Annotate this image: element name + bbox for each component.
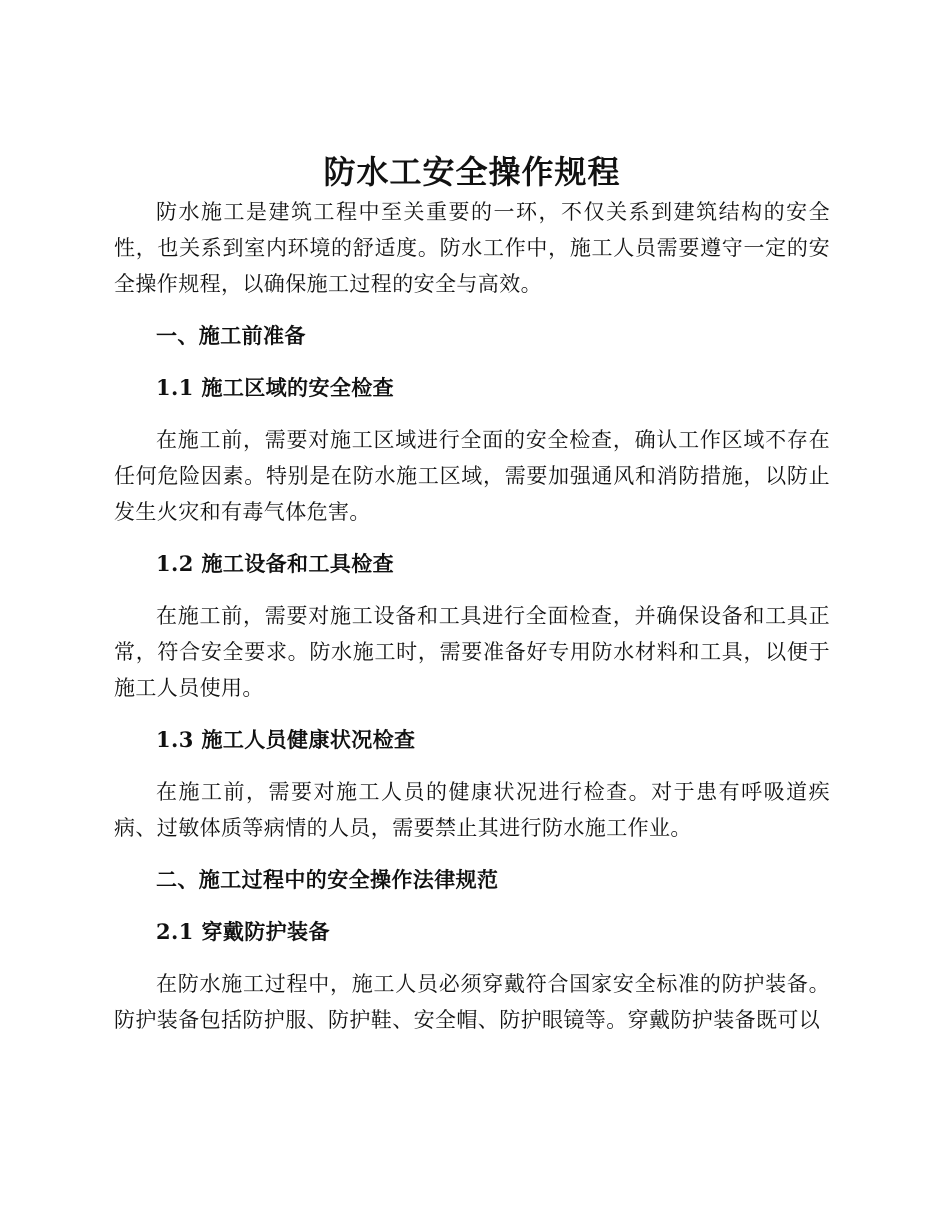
subsection-2-1-body: 在防水施工过程中，施工人员必须穿戴符合国家安全标准的防护装备。防护装备包括防护服、防护鞋、安全帽、防护眼镜等。穿戴防护装备既可以 xyxy=(114,972,830,1032)
subsection-1-3-heading: 1.3 施工人员健康状况检查 xyxy=(156,727,416,752)
subsection-1-1-body: 在施工前，需要对施工区域进行全面的安全检查，确认工作区域不存在任何危险因素。特别是在防水施工区域，需要加强通风和消防措施，以防止发生火灾和有毒气体危害。 xyxy=(114,428,830,524)
section-1-heading: 一、施工前准备 xyxy=(156,323,306,348)
document-body xyxy=(114,150,830,1038)
section-2-heading: 二、施工过程中的安全操作法律规范 xyxy=(156,867,499,892)
subsection-2-1-heading: 2.1 穿戴防护装备 xyxy=(156,919,330,944)
document-title: 防水工安全操作规程 xyxy=(323,153,621,191)
subsection-1-2-body: 在施工前，需要对施工设备和工具进行全面检查，并确保设备和工具正常，符合安全要求。防水施工时，需要准备好专用防水材料和工具，以便于施工人员使用。 xyxy=(114,604,830,700)
subsection-1-3-body: 在施工前，需要对施工人员的健康状况进行检查。对于患有呼吸道疾病、过敏体质等病情的人员，需要禁止其进行防水施工作业。 xyxy=(114,780,830,840)
intro-paragraph: 防水施工是建筑工程中至关重要的一环，不仅关系到建筑结构的安全性，也关系到室内环境的舒适度。防水工作中，施工人员需要遵守一定的安全操作规程，以确保施工过程的安全与高效。 xyxy=(114,200,830,296)
subsection-1-2-heading: 1.2 施工设备和工具检查 xyxy=(156,551,395,576)
subsection-1-1-heading: 1.1 施工区域的安全检查 xyxy=(156,375,395,400)
